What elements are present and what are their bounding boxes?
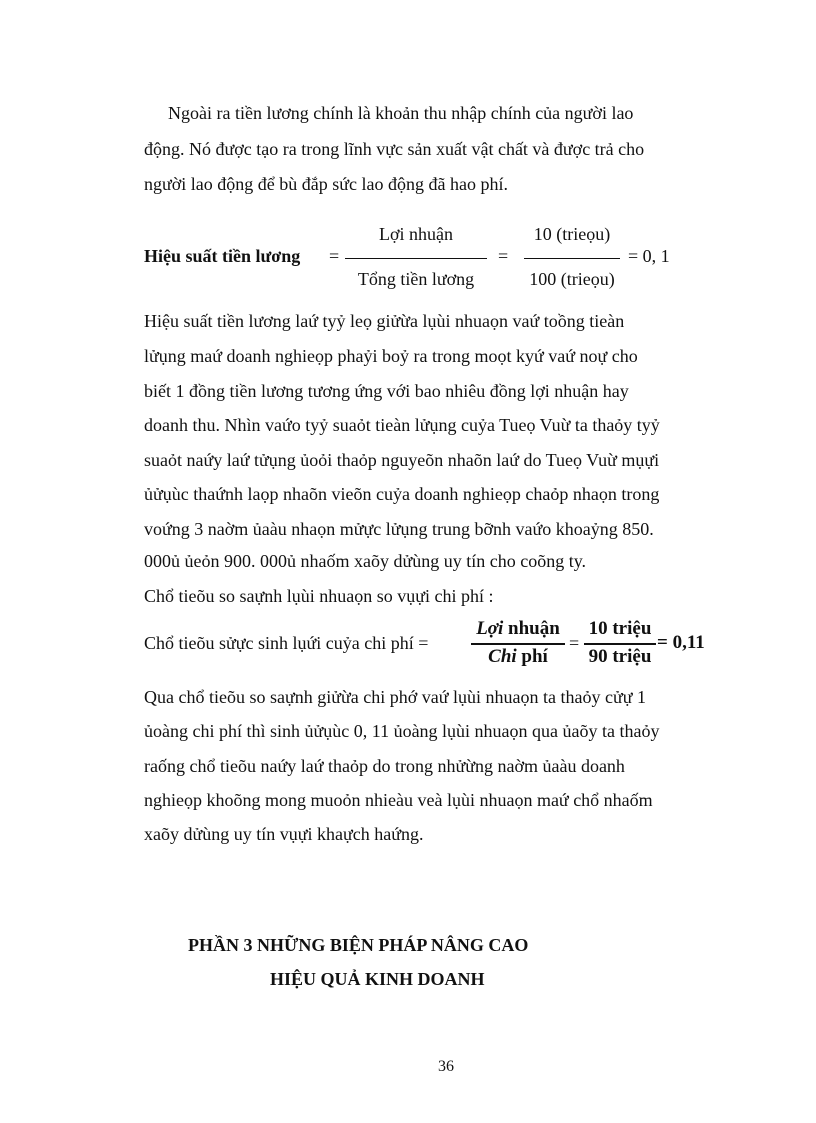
section-heading-line-1: PHẦN 3 NHỮNG BIỆN PHÁP NÂNG CAO — [188, 935, 529, 955]
para1-line-2 — [144, 138, 735, 160]
formula2-label: Chổ tieõu sửực sinh lụứi cuỷa chi phí = — [144, 633, 429, 653]
para2-text-3: biết 1 đồng tiền lương tương ứng với bao nhiêu đồng lợi nhuận hay — [144, 381, 629, 401]
para1-text-1: Ngoài ra tiền lương chính là khoản thu nhập chính của người lao — [168, 103, 634, 123]
para1-text-2: động. Nó được tạo ra trong lĩnh vực sản xuất vật chất và được trả cho — [144, 139, 645, 159]
formula2-equals: = — [569, 633, 580, 653]
formula1-denominator-2: 100 (trieọu) — [529, 269, 615, 289]
formula1-label: Hiệu suất tiền lương — [144, 246, 301, 266]
para2-text-7: voứng 3 naờm ủaàu nhaọn mửực lửụng trung bỡnh vaứo khoaỷng 850. — [144, 519, 654, 539]
para3-line-1: Qua chổ tieõu so saựnh giửừa chi phớ vaứ lụùi nhuaọn ta thaỏy cửự 1 — [144, 687, 646, 707]
para3-line-5: xaõy dửùng uy tín vụựi khaựch haứng. — [144, 824, 424, 844]
formula1-fraction-bar-1 — [345, 258, 487, 259]
para2-line-6 — [144, 483, 735, 505]
formula2-numerator-1 — [470, 618, 566, 640]
formula2-denominator-1 — [470, 646, 566, 668]
para2-line-2 — [144, 345, 735, 367]
section-heading-line-2: HIỆU QUẢ KINH DOANH — [270, 969, 485, 989]
para1-line-1 — [168, 102, 735, 124]
para2-text-2: lửụng maứ doanh nghieọp phaỷi boỷ ra trong moọt kyứ vaứ noự cho — [144, 346, 638, 366]
formula1-equals-2: = — [498, 246, 509, 266]
para2-text-1: Hiệu suất tiền lương laứ tyỷ leọ giửừa lụùi nhuaọn vaứ toồng tieàn — [144, 311, 625, 331]
formula2-fraction-bar-1 — [471, 643, 565, 645]
para2-line-7 — [144, 518, 735, 540]
formula1-numerator-1: Lợi nhuận — [378, 224, 453, 244]
formula2-fraction-bar-2 — [584, 643, 656, 645]
formula2-denominator-2: 90 triệu — [588, 646, 652, 667]
para2-line-4 — [144, 414, 735, 436]
para2-line-1 — [144, 310, 735, 332]
formula1-fraction-bar-2 — [524, 258, 620, 259]
formula1-result: = 0, 1 — [628, 246, 670, 266]
page-number: 36 — [438, 1058, 454, 1075]
formula1-denominator-1: Tổng tiền lương — [357, 269, 475, 289]
para3-line-2: ủoàng chi phí thì sinh ủửụùc 0, 11 ủoàng lụùi nhuaọn qua ủaõy ta thaỏy — [144, 721, 660, 741]
formula1-numerator-2: 10 (trieọu) — [533, 224, 611, 244]
para2-line-8: 000ủ ủeỏn 900. 000ủ nhaốm xaõy dửùng uy tín cho coõng ty. — [144, 551, 587, 571]
para3-line-4: nghieọp khoõng mong muoỏn nhieàu veà lụùi nhuaọn maứ chổ nhaốm — [144, 790, 653, 810]
para2-line-5 — [144, 449, 735, 471]
formula1-equals-1: = — [329, 246, 340, 266]
formula2-num1-rest: nhuận — [508, 618, 560, 639]
formula2-numerator-2: 10 triệu — [588, 618, 652, 639]
formula2-den1-rest: phí — [521, 646, 548, 667]
formula2-result: = 0,11 — [657, 632, 705, 653]
para2-line-3 — [144, 380, 735, 402]
compare-intro: Chổ tieõu so saựnh lụùi nhuaọn so vụựi chi phí : — [144, 586, 494, 606]
para3-line-3: raống chổ tieõu naứy laứ thaỏp do trong nhửừng naờm ủaàu doanh — [144, 756, 625, 776]
para2-text-6: ủửụùc thaứnh laọp nhaõn vieõn cuỷa doanh nghieọp chaỏp nhaọn trong — [144, 484, 660, 504]
para1-line-3: người lao động để bù đắp sức lao động đã hao phí. — [144, 174, 508, 194]
formula2-den1-italic: Chi — [488, 646, 517, 667]
para2-text-5: suaỏt naứy laứ tửụng ủoỏi thaỏp nguyeõn nhaõn laứ do Tueọ Vuừ mụựi — [144, 450, 660, 470]
para2-text-4: doanh thu. Nhìn vaứo tyỷ suaỏt tieàn lửụng cuỷa Tueọ Vuừ ta thaỏy tyỷ — [144, 415, 660, 435]
formula2-num1-italic: Lợi — [476, 618, 504, 639]
